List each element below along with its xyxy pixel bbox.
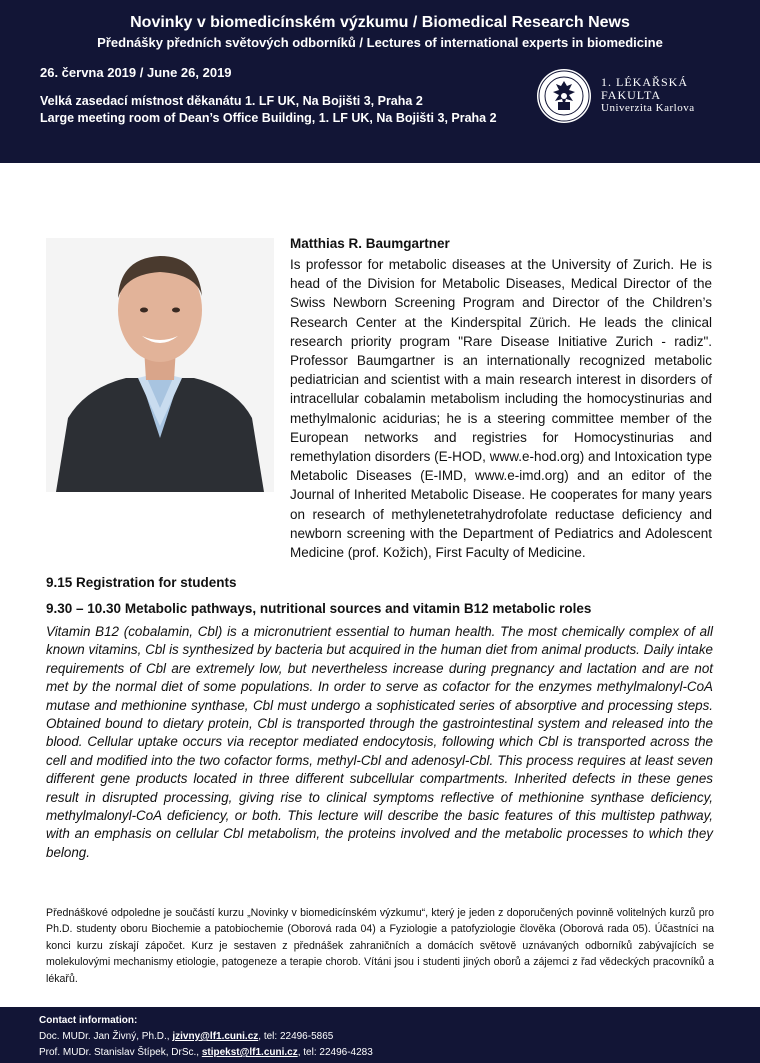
contact-1-name: Doc. MUDr. Jan Živný, Ph.D., [39,1031,173,1042]
header-banner [0,0,760,163]
lecture-title: 9.30 – 10.30 Metabolic pathways, nutritional sources and vitamin B12 metabolic roles [46,601,592,616]
series-title: Novinky v biomedicínském výzkumu / Biomedical Research News [130,14,630,31]
logo-line-2: FAKULTA [601,88,662,102]
speaker-bio-block [290,236,712,562]
contact-1-phone: , tel: 22496-5865 [258,1031,334,1042]
contact-title: Contact information: [39,1015,138,1026]
faculty-logo-text [601,76,695,115]
event-venue [40,93,500,127]
contact-1-email-link[interactable]: jzivny@lf1.cuni.cz [172,1031,259,1042]
contact-2-phone: , tel: 22496-4283 [297,1047,373,1058]
logo-line-1: 1. LÉKAŘSKÁ [601,75,689,89]
speaker-bio: Is professor for metabolic diseases at the University of Zurich. He is head of the Division for Metabolic Diseases, Medical Director of the Swiss Newborn Screening Program and Director of the Children’s Research Center at the Kinderspital Zürich. He leads the clinical research priority program "Rare Disease Initiative Zurich - radiz". Professor Baumgartner is an internationally recognized metabolic pediatrician and scientist with a main research interest in disorders of intracellular cobalamin metabolism including the homocystinurias and methylmalonic acidurias; he is a steering committee member of the European networks and registries for Homocystinurias and remethylation disorders (E-HOD, www.e-hod.org) and Intoxication type Metabolic Diseases (E-IMD, www.e-imd.org) and an editor of the Journal of Inherited Metabolic Disease. He cooperates for many years on research of methylenetetrahydrofolate reductase deficiency and newborn screening with the Department of Pediatrics and Adolescent Medicine (prof. Kožich), First Faculty of Medicine. [290,257,712,561]
contact-line-1 [39,1031,333,1042]
speaker-name: Matthias R. Baumgartner [290,236,450,251]
course-note: Přednáškové odpoledne je součástí kurzu „Novinky v biomedicínském výzkumu“, který je jeden z doporučených povinně volitelných kurzů pro Ph.D. studenty oboru Biochemie a patobiochemie (Oborová rada 04) a Fyziologie a patofyziologie člověka (Oborová rada 05). Účastníci na konci kurzu získají zápočet. Kurz je sestaven z přednášek zahraničních a domácích světově uznávaných odborníků zabývajících se molekulovými mechanismy etiologie, patogeneze a terapie chorob. Vítáni jsou i studenti jiných oborů a zájemci z řad vědeckých pracovníků a lékařů. [46,907,714,985]
logo-line-3: Univerzita Karlova [601,102,695,114]
contact-line-2 [39,1047,373,1058]
portrait-illustration [46,238,274,492]
contact-footer [0,1007,760,1063]
contact-2-name: Prof. MUDr. Stanislav Štípek, DrSc., [39,1047,202,1058]
speaker-portrait [46,238,274,492]
event-date: 26. června 2019 / June 26, 2019 [40,65,232,80]
lecture-abstract: Vitamin B12 (cobalamin, Cbl) is a micronutrient essential to human health. The most chemically complex of all known vitamins, Cbl is synthesized by bacteria but acquired in the human diet from animal products. Daily intake requirements of Cbl are extremely low, but nevertheless increase during pregnancy and lactation and are not met by the normal diet of some populations. In order to serve as cofactor for the enzymes methylmalonyl-CoA mutase and methionine synthase, Cbl must undergo a sophisticated series of absorptive and processing steps. Obtained bound to dietary protein, Cbl is transported through the gastrointestinal system and released into the blood. Cellular uptake occurs via receptor mediated endocytosis, following which Cbl is transported across the cell and modified into the two cofactor forms, methyl-Cbl and adenosyl-Cbl. This process requires at least seven different gene products located in three different subcellular compartments. Inherited defects in these genes result in disrupted processing, giving rise to clinical symptoms reflective of methionine synthase deficiency, methylmalonyl-CoA deficiency, or both. This lecture will describe the basic features of this multistep pathway, with an emphasis on cellular Cbl metabolism, the proteins involved and the metabolic processes to which they belong. [46,624,713,860]
faculty-seal-icon [536,68,592,124]
contact-2-email-link[interactable]: stipekst@lf1.cuni.cz [201,1047,298,1058]
venue-czech: Velká zasedací místnost děkanátu 1. LF UK, Na Bojišti 3, Praha 2 [40,94,423,108]
venue-english: Large meeting room of Dean’s Office Building, 1. LF UK, Na Bojišti 3, Praha 2 [40,111,497,125]
schedule-registration: 9.15 Registration for students [46,575,237,590]
series-subtitle: Přednášky předních světových odborníků / Lectures of international experts in biomedicine [97,35,663,50]
